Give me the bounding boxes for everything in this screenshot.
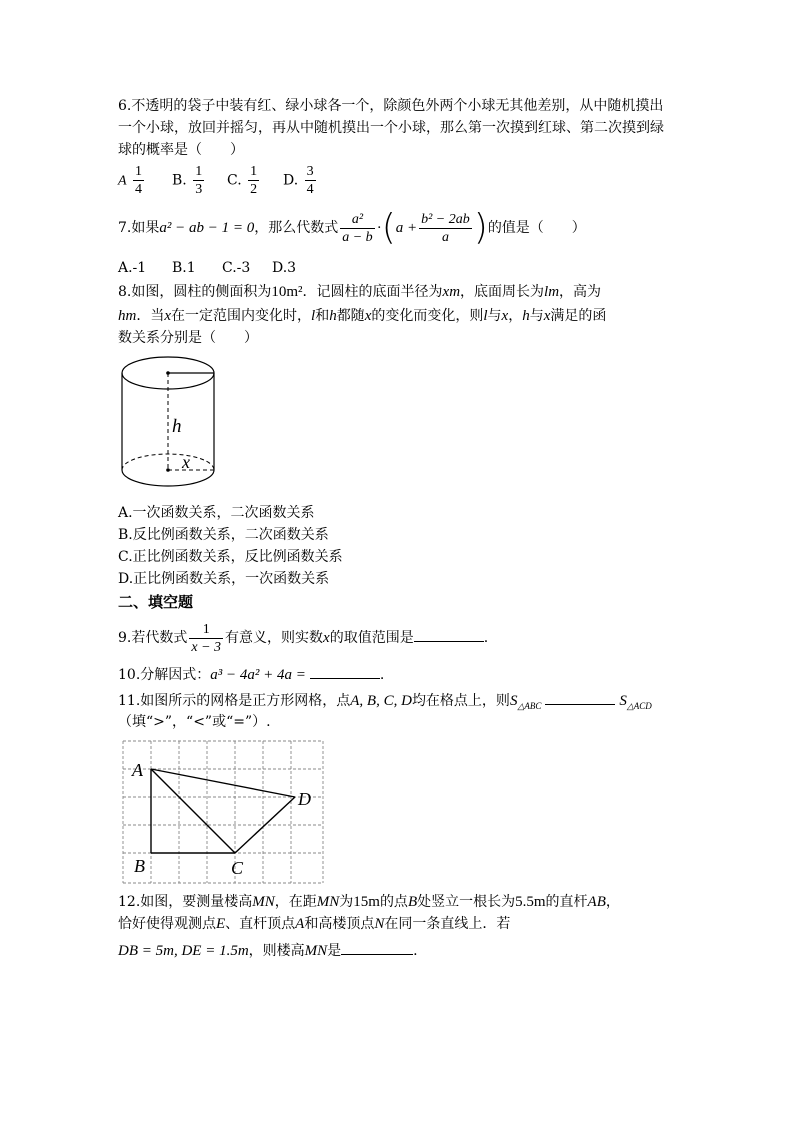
q11-line1: 11.如图所示的网格是正方形网格，点A, B, C, D均在格点上，则$S_{\triangle ABC}$ $S_{\triangle ACD}$ [118,690,652,716]
q7-stem: 7.如果a² − ab − 1 = 0，那么代数式 $\frac{\text{a²}}{a - b}$ ·(a + $\frac{\text{b² − 2ab}}{a}$ )的值是（ ） [118,207,586,248]
q6-option-a: A $\frac{1}{4}$ [118,164,143,197]
segment-ac [151,769,235,853]
cylinder-bottom-front-arc [122,470,214,486]
q8-option-d: D.正比例函数关系，一次函数关系 [118,571,330,587]
q6-option-a-fraction: $\frac{1}{4}$ [135,164,143,197]
q10-answer-blank[interactable] [310,664,380,679]
q6-line1: 6.不透明的袋子中装有红、绿小球各一个，除颜色外两个小球无其他差别，从中随机摸出 [118,98,664,114]
q12-line2: 恰好使得观测点E、直杆顶点A和高楼顶点N在同一条直线上．若 [118,916,511,932]
grid-label-a: A [132,760,143,780]
q6-option-d: D. $\frac{3}{4}$ [283,164,314,197]
q10-stem: 10.分解因式：a³ − 4a² + 4a = . [118,664,384,685]
q6-option-d-fraction: $\frac{3}{4}$ [306,164,314,197]
q9-fraction: $\frac{1}{x - 3}$ [191,621,222,655]
q12-answer-blank[interactable] [341,940,413,955]
q7-fraction-2: $\frac{\text{b² − 2ab}}{a}$ [421,211,470,245]
q6-line2: 一个小球，放回并摇匀，再从中随机摸出一个小球，那么第一次摸到红球、第二次摸到绿 [118,120,664,136]
q12-line3: DB = 5m, DE = 1.5m，则楼高MN是 . [118,940,418,961]
q11-line2: （填“>”，“<”或“=”）. [118,714,271,730]
cylinder-figure [112,348,228,496]
grid-label-c: C [231,858,244,878]
grid-label-b: B [134,856,145,876]
square-grid [123,741,323,883]
q8-line3: 数关系分别是（ ） [118,330,258,346]
q8-option-b: B.反比例函数关系，二次函数关系 [118,527,329,543]
cylinder-top-center [166,371,170,375]
q7-option-c: C.-3 [222,260,251,276]
q6-line3: 球的概率是（ ） [118,142,244,158]
grid-label-d: D [298,789,311,809]
q7-fraction-1: $\frac{\text{a²}}{a - b}$ [342,211,373,245]
q7-option-b: B.1 [172,260,196,276]
q7-option-d: D.3 [272,260,297,276]
q8-option-c: C.正比例函数关系，反比例函数关系 [118,549,343,565]
q6-option-b-fraction: $\frac{1}{3}$ [195,164,203,197]
q12-line1: 12.如图，要测量楼高MN，在距MN为15m的点B处竖立一根长为5.5m的直杆AB， [118,894,620,910]
q6-option-b: B. $\frac{1}{3}$ [172,164,203,197]
q8-option-a: A.一次函数关系，二次函数关系 [118,505,315,521]
cylinder-label-x: x [182,452,190,472]
grid-figure [118,738,328,886]
q6-option-c: C. $\frac{1}{2}$ [227,164,258,197]
q9-stem: 9.若代数式 $\frac{1}{x - 3}$ 有意义，则实数x的取值范围是 . [118,621,489,655]
cylinder-label-h: h [172,416,182,437]
q8-line2: hm．当x在一定范围内变化时，l和h都随x的变化而变化，则l与x，h与x满足的函 [118,308,607,324]
q9-answer-blank[interactable] [414,627,484,642]
q11-answer-blank[interactable] [545,690,615,705]
q8-line1: 8.如图，圆柱的侧面积为10m²．记圆柱的底面半径为xm，底面周长为lm，高为 [118,284,602,300]
q6-option-c-fraction: $\frac{1}{2}$ [250,164,258,197]
section-fill-blank-heading: 二、填空题 [118,593,194,611]
q7-option-a: A.-1 [118,260,147,276]
q7-condition: a² − ab − 1 = 0 [159,220,255,236]
segment-ad [151,769,295,797]
cylinder-bottom-center [166,468,170,472]
